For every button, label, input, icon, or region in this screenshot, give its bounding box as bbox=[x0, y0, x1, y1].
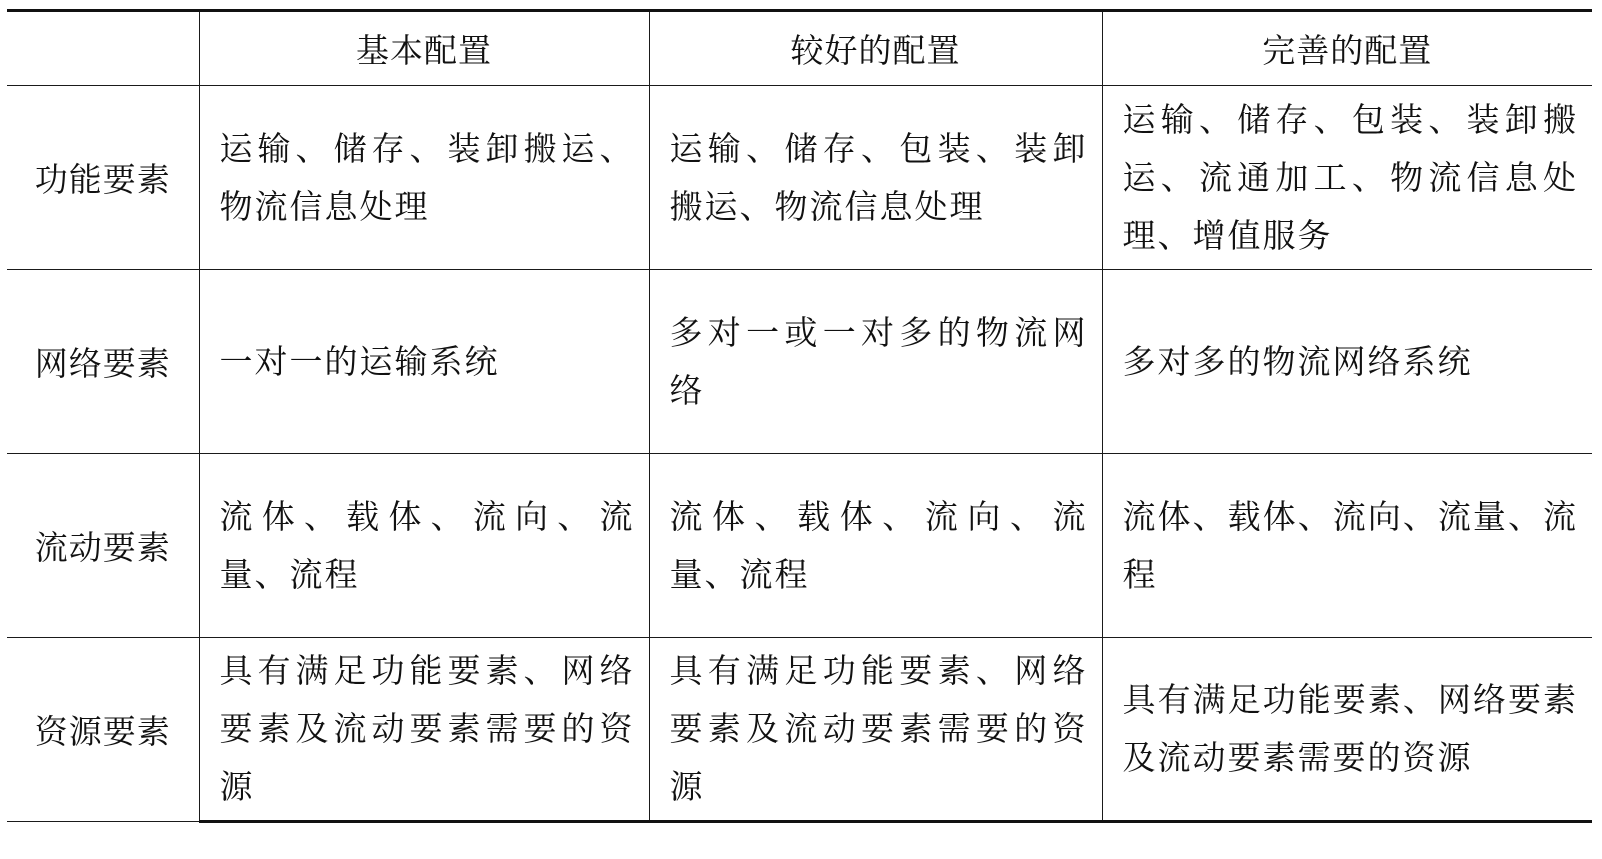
logistics-config-table bbox=[7, 9, 1592, 823]
header-complete-config: 完善的配置 bbox=[1102, 11, 1592, 86]
table-cell: 运输、储存、包装、装卸搬运、物流信息处理 bbox=[649, 86, 1102, 270]
header-row bbox=[7, 11, 1592, 86]
table-cell: 运输、储存、包装、装卸搬运、流通加工、物流信息处理、增值服务 bbox=[1102, 86, 1592, 270]
row-label: 流动要素 bbox=[7, 454, 199, 638]
row-label: 资源要素 bbox=[7, 638, 199, 822]
row-label: 网络要素 bbox=[7, 270, 199, 454]
row-label: 功能要素 bbox=[7, 86, 199, 270]
table-cell: 流体、载体、流向、流量、流程 bbox=[649, 454, 1102, 638]
table-row-network-elements bbox=[7, 270, 1592, 454]
header-basic-config: 基本配置 bbox=[199, 11, 649, 86]
table-cell: 具有满足功能要素、网络要素及流动要素需要的资源 bbox=[1102, 638, 1592, 822]
table-cell: 多对多的物流网络系统 bbox=[1102, 270, 1592, 454]
table-cell: 多对一或一对多的物流网络 bbox=[649, 270, 1102, 454]
table-row-resource-elements bbox=[7, 638, 1592, 822]
table-cell: 运输、储存、装卸搬运、物流信息处理 bbox=[199, 86, 649, 270]
header-corner-cell bbox=[7, 11, 199, 86]
table-row-flow-elements bbox=[7, 454, 1592, 638]
table-cell: 具有满足功能要素、网络要素及流动要素需要的资源 bbox=[649, 638, 1102, 822]
header-better-config: 较好的配置 bbox=[649, 11, 1102, 86]
table-cell: 具有满足功能要素、网络要素及流动要素需要的资源 bbox=[199, 638, 649, 822]
table-cell: 流体、载体、流向、流量、流程 bbox=[1102, 454, 1592, 638]
table-cell: 一对一的运输系统 bbox=[199, 270, 649, 454]
table-row-functional-elements bbox=[7, 86, 1592, 270]
table-body bbox=[7, 86, 1592, 822]
table-cell: 流体、载体、流向、流量、流程 bbox=[199, 454, 649, 638]
table-header bbox=[7, 11, 1592, 86]
